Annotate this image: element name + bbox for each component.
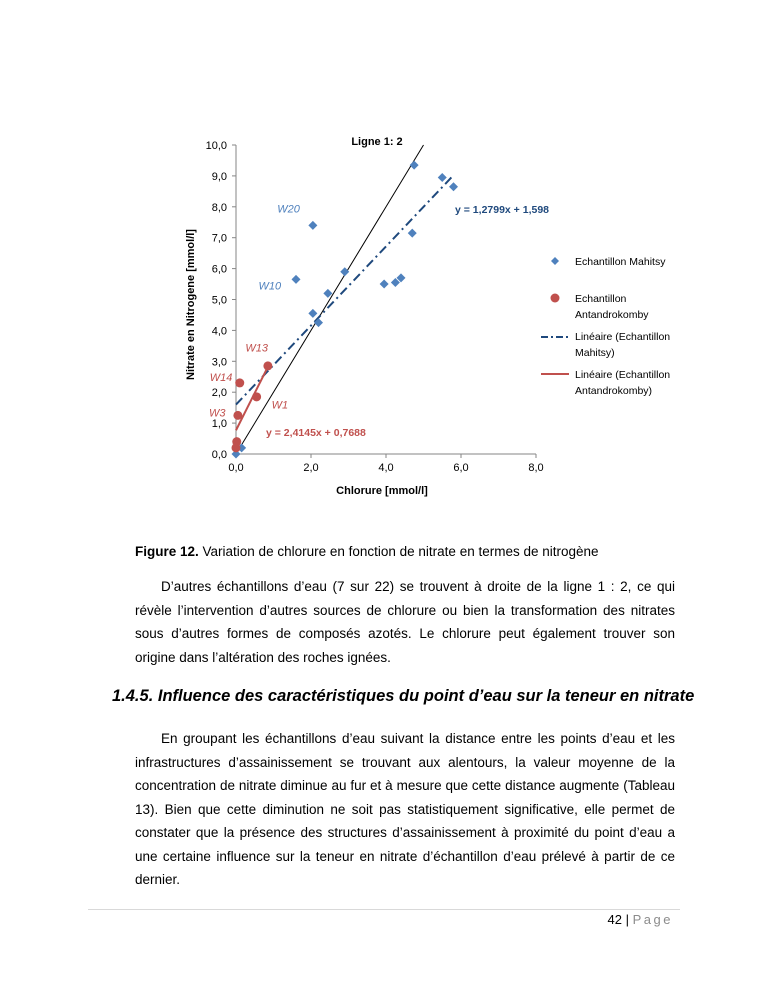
antandrokomby-point [235, 378, 244, 387]
figure-caption [135, 543, 680, 561]
y-tick-label: 3,0 [211, 356, 227, 369]
y-tick-label: 5,0 [211, 294, 227, 307]
mahitsy-point [408, 229, 417, 238]
y-tick-label: 9,0 [211, 170, 227, 183]
well-label: W13 [245, 342, 268, 355]
mahitsy-point [438, 173, 447, 182]
legend-label: Linéaire (Echantillon [575, 331, 671, 343]
page-label: Page [632, 912, 673, 927]
section-heading: 1.4.5. Influence des caractéristiques du point d’eau sur la teneur en nitrate [112, 687, 695, 705]
equation-antandrokomby: y = 2,4145x + 0,7688 [266, 427, 366, 439]
antandrokomby-point [263, 361, 272, 370]
legend-label: Antandrokomby) [575, 385, 653, 397]
x-tick-label: 8,0 [528, 462, 544, 474]
well-label: W1 [271, 399, 289, 412]
figure-caption-label: Figure 12. [135, 544, 199, 559]
y-tick-label: 1,0 [211, 418, 227, 431]
x-tick-label: 2,0 [303, 462, 319, 474]
page-footer [608, 912, 673, 927]
footer-separator: | [625, 912, 629, 927]
y-tick-label: 10,0 [205, 140, 227, 152]
mahitsy-point [308, 221, 317, 230]
mahitsy-point [308, 309, 317, 318]
mahitsy-point [449, 182, 458, 191]
legend-marker-antandrokomby [551, 294, 560, 303]
y-tick-label: 7,0 [211, 232, 227, 245]
well-label: W3 [209, 407, 226, 420]
antandrokomby-point [232, 437, 241, 446]
legend-marker-mahitsy [551, 257, 559, 265]
well-label: W10 [258, 280, 282, 293]
x-axis-title: Chlorure [mmol/l] [336, 485, 428, 497]
x-tick-label: 0,0 [228, 462, 244, 474]
x-tick-label: 6,0 [453, 462, 469, 474]
chart-legend [541, 256, 670, 397]
equation-mahitsy: y = 1,2799x + 1,598 [455, 204, 550, 216]
chart-title: Ligne 1: 2 [351, 136, 403, 148]
y-tick-label: 4,0 [211, 325, 227, 338]
figure-caption-text: Variation de chlorure en fonction de nitrate en termes de nitrogène [198, 544, 599, 559]
mahitsy-point [410, 161, 419, 170]
legend-label: Linéaire (Echantillon [575, 369, 671, 381]
footer-divider [88, 909, 680, 910]
legend-label: Echantillon [575, 293, 627, 305]
antandrokomby-point [252, 392, 261, 401]
mahitsy-point [292, 275, 301, 284]
reference-line-1-2 [236, 145, 424, 454]
chart-plot-area [209, 145, 549, 459]
legend-label: Echantillon Mahitsy [575, 256, 666, 268]
mahitsy-point [380, 280, 389, 289]
page-number: 42 [607, 912, 622, 927]
mahitsy-point [340, 267, 349, 276]
well-label: W20 [277, 203, 300, 216]
paragraph-sanitation-distance: En groupant les échantillons d’eau suivant la distance entre les points d’eau et les infrastructures d’assainissement se trouvant aux alentours, la valeur moyenne de la concentration de nitrate diminue au fur et à mesure que cette distance augmente (Tableau 13). Bien que cette diminution ne soit pas statistiquement significative, elle permet de constater que la présence des structures d’assainissement à proximité du point d’eau a une certaine influence sur la teneur en nitrate d’échantillon d’eau prélevé à partir de ce dernier. [135, 731, 675, 887]
legend-label: Antandrokomby [575, 309, 649, 321]
y-tick-label: 2,0 [211, 387, 227, 400]
y-axis-title: Nitrate en Nitrogene [mmol/l] [185, 229, 197, 380]
legend-label: Mahitsy) [575, 347, 615, 359]
well-label: W14 [209, 371, 233, 384]
x-tick-label: 4,0 [378, 462, 394, 474]
paragraph-chloride-sources: D’autres échantillons d’eau (7 sur 22) se trouvent à droite de la ligne 1 : 2, ce qui révèle l’intervention d’autres sources de chlorure ou bien la transformation des nitrates sous d’autres formes de composés azotés. Le chlorure peut également trouver son origine dans l’altération des roches ignées. [135, 579, 675, 665]
antandrokomby-point [233, 411, 242, 420]
y-tick-label: 6,0 [211, 263, 227, 276]
y-tick-label: 8,0 [211, 201, 227, 214]
y-tick-label: 0,0 [211, 449, 227, 461]
